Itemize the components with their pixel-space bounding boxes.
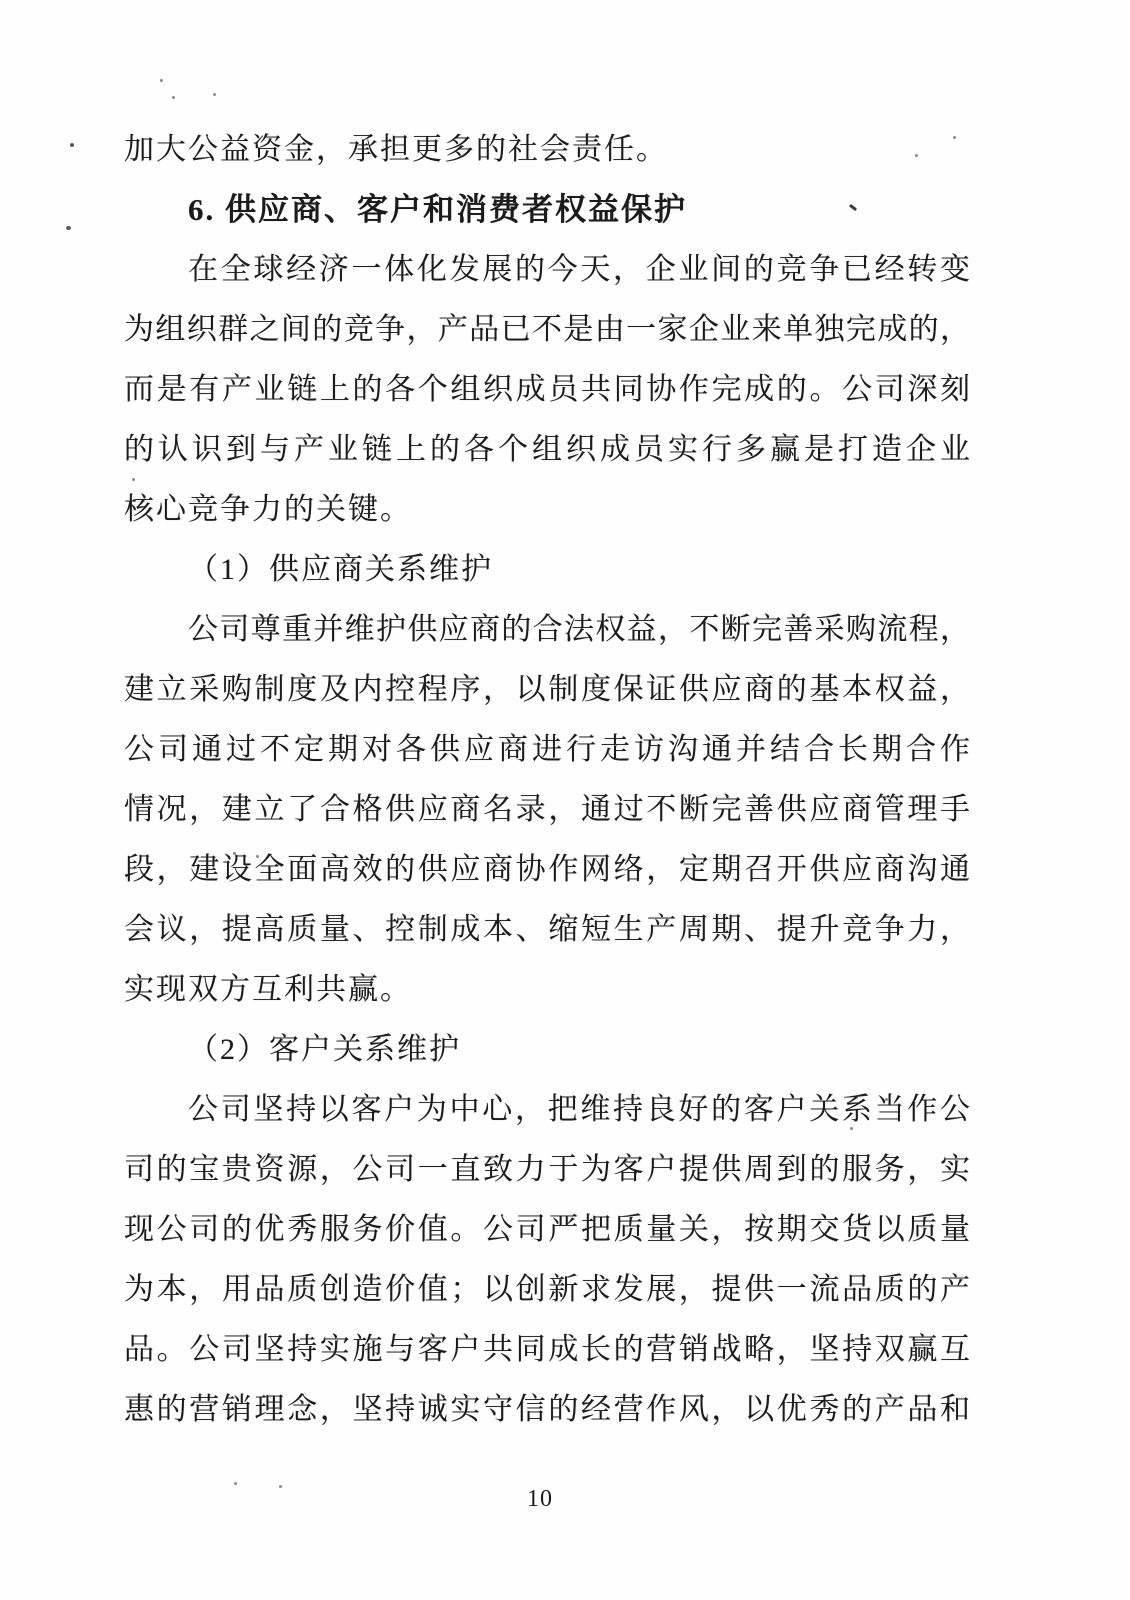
text-line: 会议，提高质量、控制成本、缩短生产周期、提升竞争力， [124,913,970,946]
subsection-heading: （1）供应商关系维护 [188,553,493,586]
scan-speck [213,93,216,96]
text-line: 品。公司坚持实施与客户共同成长的营销战略，坚持双赢互 [124,1333,970,1366]
document-body [124,120,970,1440]
text-line: 情况，建立了合格供应商名录，通过不断完善供应商管理手 [124,793,970,826]
text-line: 公司尊重并维护供应商的合法权益，不断完善采购流程， [188,613,970,646]
text-line: 为组织群之间的竞争，产品已不是由一家企业来单独完成的， [124,313,970,346]
text-line: 段，建设全面高效的供应商协作网络，定期召开供应商沟通 [124,853,970,886]
text-line: 为本，用品质创造价值；以创新求发展，提供一流品质的产 [124,1273,970,1306]
text-line: 惠的营销理念，坚持诚实守信的经营作风，以优秀的产品和 [124,1393,970,1426]
scan-speck [234,1482,237,1485]
section-heading: 6. 供应商、客户和消费者权益保护 [188,192,687,227]
scan-speck [172,96,175,99]
text-line: 现公司的优秀服务价值。公司严把质量关，按期交货以质量 [124,1213,970,1246]
scan-speck [66,226,71,230]
text-line: 公司通过不定期对各供应商进行走访沟通并结合长期合作 [124,733,970,766]
page-number: 10 [527,1486,553,1512]
text-line: 建立采购制度及内控程序，以制度保证供应商的基本权益， [124,673,970,706]
text-line: 核心竞争力的关键。 [124,493,412,526]
text-line: 加大公益资金，承担更多的社会责任。 [124,133,668,166]
subsection-heading: （2）客户关系维护 [188,1033,461,1066]
scan-speck [160,79,163,82]
text-line: 而是有产业链上的各个组织成员共同协作完成的。公司深刻 [124,373,970,406]
text-line: 公司坚持以客户为中心，把维持良好的客户关系当作公 [188,1093,970,1126]
scan-speck [70,143,74,147]
text-line: 在全球经济一体化发展的今天，企业间的竞争已经转变 [188,253,970,286]
text-line: 实现双方互利共赢。 [124,973,412,1006]
text-line: 的认识到与产业链上的各个组织成员实行多赢是打造企业 [124,433,970,466]
text-line: 司的宝贵资源，公司一直致力于为客户提供周到的服务，实 [124,1153,970,1186]
